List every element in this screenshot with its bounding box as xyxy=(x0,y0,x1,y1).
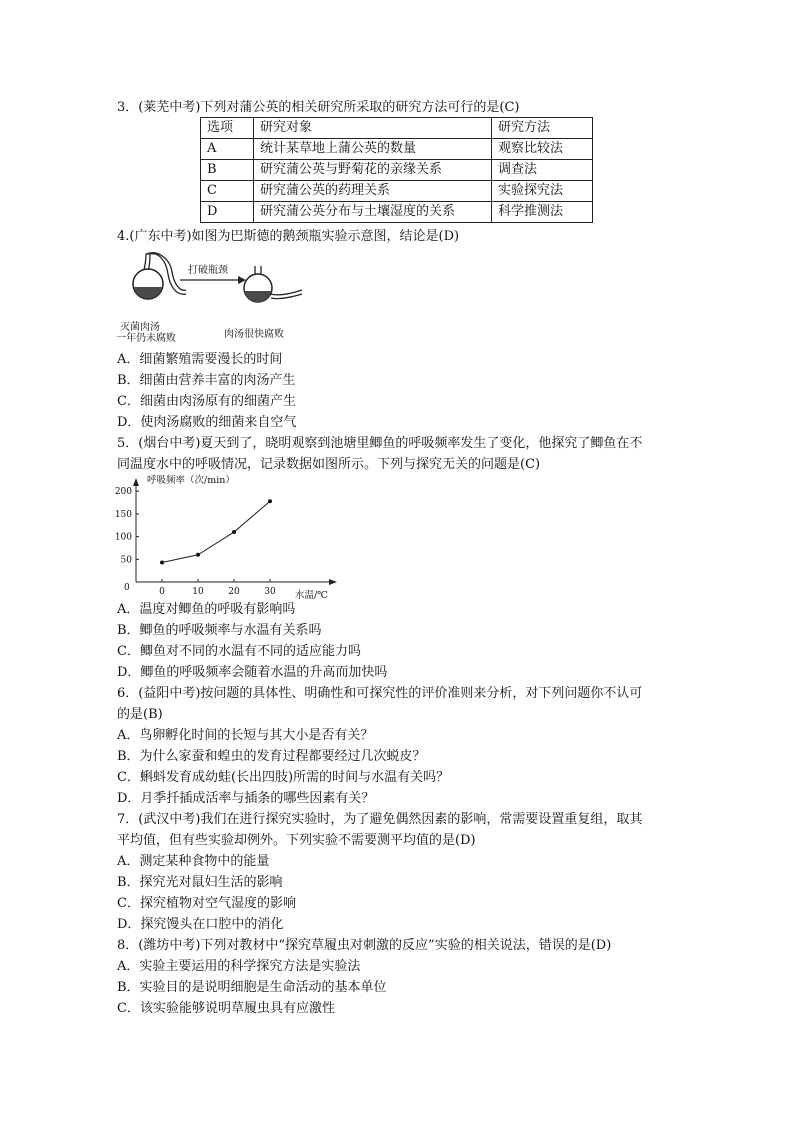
y-axis-label: 呼吸频率（次/min） xyxy=(147,475,235,486)
table-header-cell: 研究方法 xyxy=(492,118,593,139)
y-tick-label: 50 xyxy=(120,555,132,566)
option-d: D．探究馒头在口腔中的消化 xyxy=(117,917,284,932)
table-cell: B xyxy=(201,160,254,181)
option-c: C．细菌由肉汤原有的细菌产生 xyxy=(117,394,296,409)
x-tick-label: 30 xyxy=(264,587,276,597)
table-cell: 调查法 xyxy=(492,160,593,181)
x-tick-label: 10 xyxy=(192,587,204,597)
option-a: A．实验主要运用的科学探究方法是实验法 xyxy=(117,959,361,974)
option-b: B．鲫鱼的呼吸频率与水温有关系吗 xyxy=(117,623,322,638)
question-8-stem: 8．(潍坊中考)下列对教材中“探究草履虫对刺激的反应”实验的相关说法，错误的是(D) xyxy=(117,938,612,953)
table-cell: C xyxy=(201,181,254,202)
left-flask xyxy=(133,253,186,299)
option-b: B．探究光对鼠妇生活的影响 xyxy=(117,875,283,890)
option-a: A．温度对鲫鱼的呼吸有影响吗 xyxy=(117,602,296,617)
question-6-stem-line-2: 的是(B) xyxy=(117,707,163,722)
table-cell: 研究蒲公英与野菊花的亲缘关系 xyxy=(254,160,492,181)
x-axis-arrow xyxy=(329,579,337,585)
question-7-stem-line-2: 平均值，但有些实验却例外。下列实验不需要测平均值的是(D) xyxy=(117,833,476,848)
option-b: B．为什么家蚕和蝗虫的发育过程都要经过几次蜕皮？ xyxy=(117,749,426,764)
x-axis-label: 水温/℃ xyxy=(295,590,328,601)
left-caption-1: 灭菌肉汤 xyxy=(120,322,160,333)
table-row xyxy=(201,181,593,202)
table-header-cell: 研究对象 xyxy=(254,118,492,139)
option-c: C．探究植物对空气湿度的影响 xyxy=(117,896,296,911)
data-point xyxy=(196,553,200,557)
table-cell: A xyxy=(201,139,254,160)
data-point xyxy=(160,560,164,564)
data-point xyxy=(232,530,236,534)
swan-neck-flask-figure xyxy=(116,250,320,344)
table-header-row xyxy=(201,118,593,139)
option-c: C．该实验能够说明草履虫具有应激性 xyxy=(117,1001,335,1016)
table-cell: 观察比较法 xyxy=(492,139,593,160)
x-tick-label: 20 xyxy=(228,587,240,597)
y-axis-arrow xyxy=(133,478,139,486)
series-line xyxy=(162,501,270,562)
question-3-table xyxy=(200,117,593,223)
table-row xyxy=(201,160,593,181)
option-b: B．实验目的是说明细胞是生命活动的基本单位 xyxy=(117,980,387,995)
table-cell: 实验探究法 xyxy=(492,181,593,202)
arrow-label: 打破瓶颈 xyxy=(188,265,228,276)
option-a: A．测定某种食物中的能量 xyxy=(117,854,270,869)
x-tick-label: 0 xyxy=(159,587,165,597)
option-d: D．使肉汤腐败的细菌来自空气 xyxy=(117,415,297,430)
y-tick-label: 150 xyxy=(114,509,132,520)
question-5-stem-line-2: 同温度水中的呼吸情况，记录数据如图所示。下列与探究无关的问题是(C) xyxy=(117,457,541,472)
option-c: C．蝌蚪发育成幼蛙(长出四肢)所需的时间与水温有关吗？ xyxy=(117,770,450,785)
question-7-stem-line-1: 7．(武汉中考)我们在进行探究实验时，为了避免偶然因素的影响，常需要设置重复组，取其 xyxy=(117,812,643,827)
table-header-cell: 选项 xyxy=(201,118,254,139)
option-a: A．鸟卵孵化时间的长短与其大小是否有关？ xyxy=(117,728,374,743)
table-cell: 科学推测法 xyxy=(492,202,593,223)
option-b: B．细菌由营养丰富的肉汤产生 xyxy=(117,373,296,388)
y-tick-label: 200 xyxy=(114,487,132,498)
table-row xyxy=(201,202,593,223)
option-c: C．鲫鱼对不同的水温有不同的适应能力吗 xyxy=(117,644,361,659)
table-row xyxy=(201,139,593,160)
option-d: D．鲫鱼的呼吸频率会随着水温的升高而加快吗 xyxy=(117,665,388,680)
question-5-stem-line-1: 5．(烟台中考)夏天到了，晓明观察到池塘里鲫鱼的呼吸频率发生了变化，他探究了鲫鱼在不 xyxy=(117,436,643,451)
respiration-rate-chart xyxy=(115,476,345,601)
option-d: D．月季扦插成活率与插条的哪些因素有关？ xyxy=(117,791,375,806)
right-caption: 肉汤很快腐败 xyxy=(224,329,284,340)
table-cell: 研究蒲公英分布与土壤湿度的关系 xyxy=(254,202,492,223)
question-4-stem: 4.(广东中考)如图为巴斯德的鹅颈瓶实验示意图，结论是(D) xyxy=(117,229,460,244)
y-tick-label: 100 xyxy=(114,532,132,543)
table-cell: D xyxy=(201,202,254,223)
arrow xyxy=(180,263,246,284)
question-3-stem: 3．(莱芜中考)下列对蒲公英的相关研究所采取的研究方法可行的是(C) xyxy=(117,100,520,115)
option-a: A．细菌繁殖需要漫长的时间 xyxy=(117,352,283,367)
origin-label: 0 xyxy=(124,583,130,593)
right-flask xyxy=(244,266,302,302)
question-6-stem-line-1: 6．(益阳中考)按问题的具体性、明确性和可探究性的评价准则来分析，对下列问题你不认可 xyxy=(117,686,643,701)
data-point xyxy=(268,499,272,503)
left-caption-2: 一年仍未腐败 xyxy=(116,333,176,344)
table-cell: 统计某草地上蒲公英的数量 xyxy=(254,139,492,160)
table-cell: 研究蒲公英的药理关系 xyxy=(254,181,492,202)
